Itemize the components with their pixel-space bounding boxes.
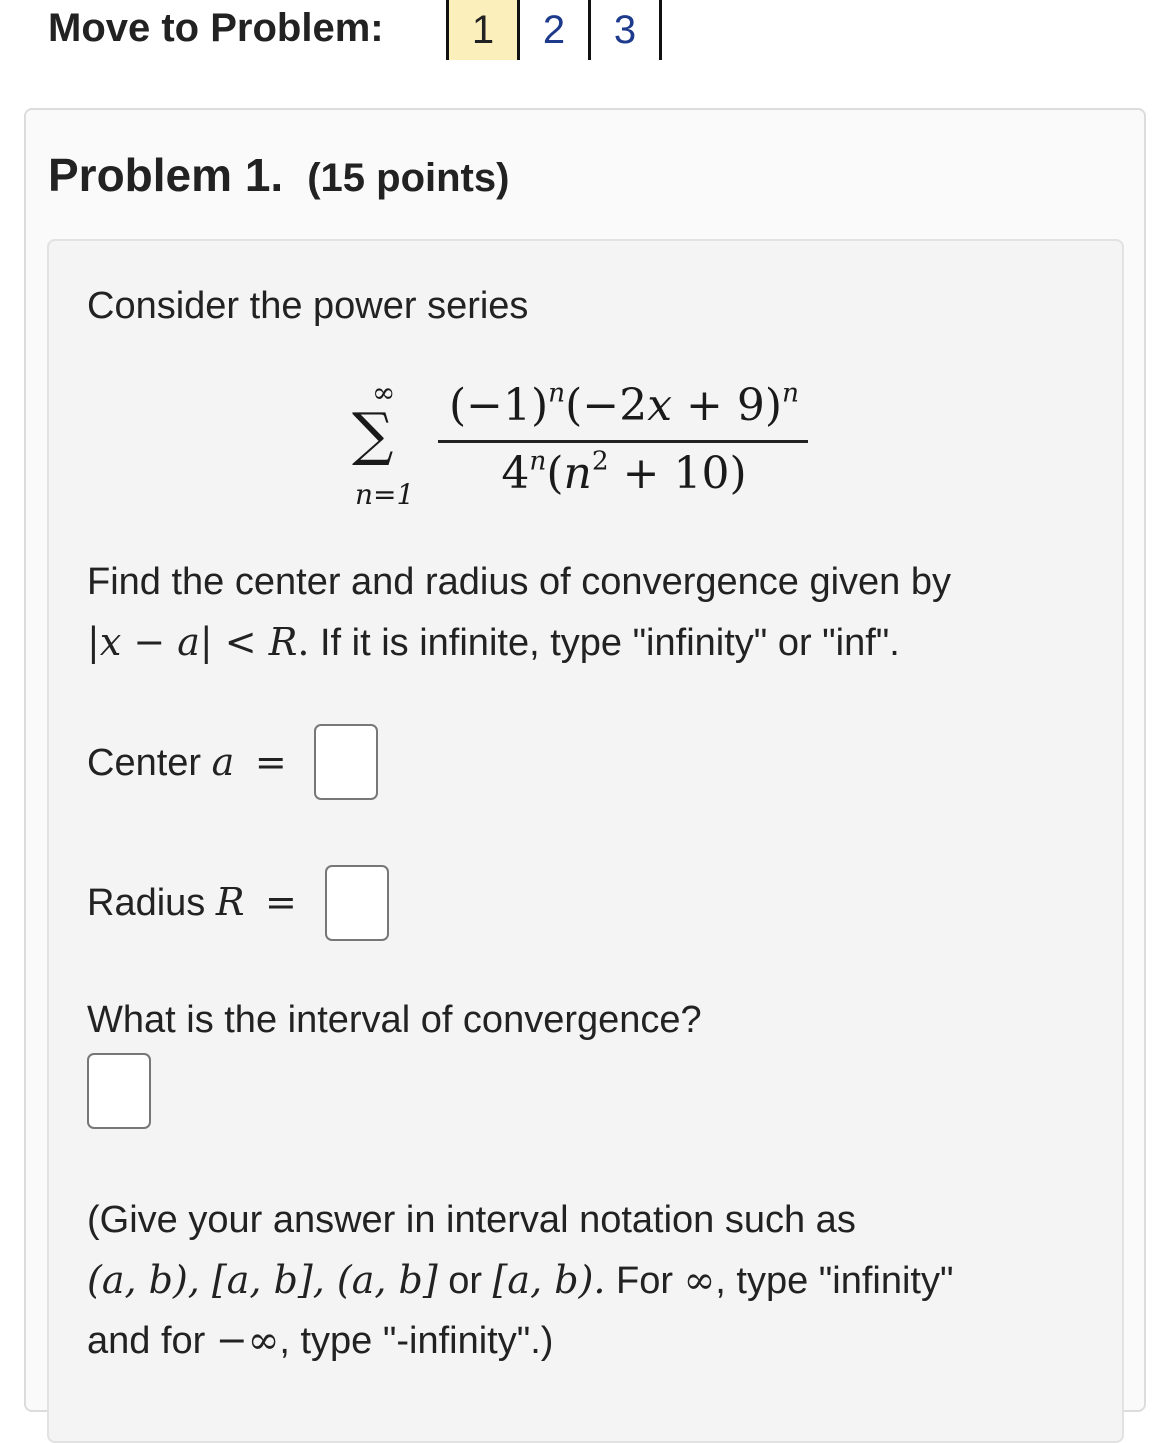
summation-symbol: ∑ [352,400,394,468]
fraction-bar [438,440,808,443]
find-instruction-line2 [87,612,900,673]
find-instruction: Find the center and radius of convergence given by [87,561,951,603]
nav-page-1[interactable]: 1 [449,0,517,60]
series-numerator: $(-1)^n(-2x + 9)^n$ [448,377,800,431]
problem-nav [446,0,662,60]
interval-hint-line2: (a, b), [a, b], (a, b] or [a, b). For ∞, type "infinity" [87,1258,954,1302]
nav-page-2[interactable]: 2 [542,7,566,52]
inequality-math: |x − a| < R. [87,620,310,664]
nav-divider [659,0,662,60]
interval-hint-line3: and for −∞, type "-infinity".) [87,1318,554,1362]
series-denominator: $4^n(n^2 + 10)$ [501,445,747,499]
sum-upper-limit: ∞ [372,376,396,409]
interval-example-4: [a, b). [492,1258,606,1302]
problem-points: (15 points) [307,156,510,200]
problem-number: Problem 1. [48,149,284,201]
interval-examples: (a, b), [a, b], (a, b] [87,1258,438,1302]
problem-nav-label: Move to Problem: [48,6,384,50]
interval-hint-line1: (Give your answer in interval notation such as [87,1199,856,1241]
problem-intro: Consider the power series [87,285,529,327]
interval-input[interactable] [87,1053,151,1129]
infinity-symbol: ∞ [683,1258,716,1302]
radius-label: Radius R = [87,880,297,924]
neg-infinity-symbol: −∞ [215,1318,280,1362]
infinite-hint: If it is infinite, type "infinity" or "inf". [320,622,900,664]
center-label: Center a = [87,740,287,784]
problem-title [48,148,509,202]
sum-lower-limit: n=1 [355,478,415,511]
nav-page-3[interactable]: 3 [613,7,637,52]
interval-question: What is the interval of convergence? [87,999,702,1041]
center-input[interactable] [314,724,378,800]
radius-input[interactable] [325,865,389,941]
